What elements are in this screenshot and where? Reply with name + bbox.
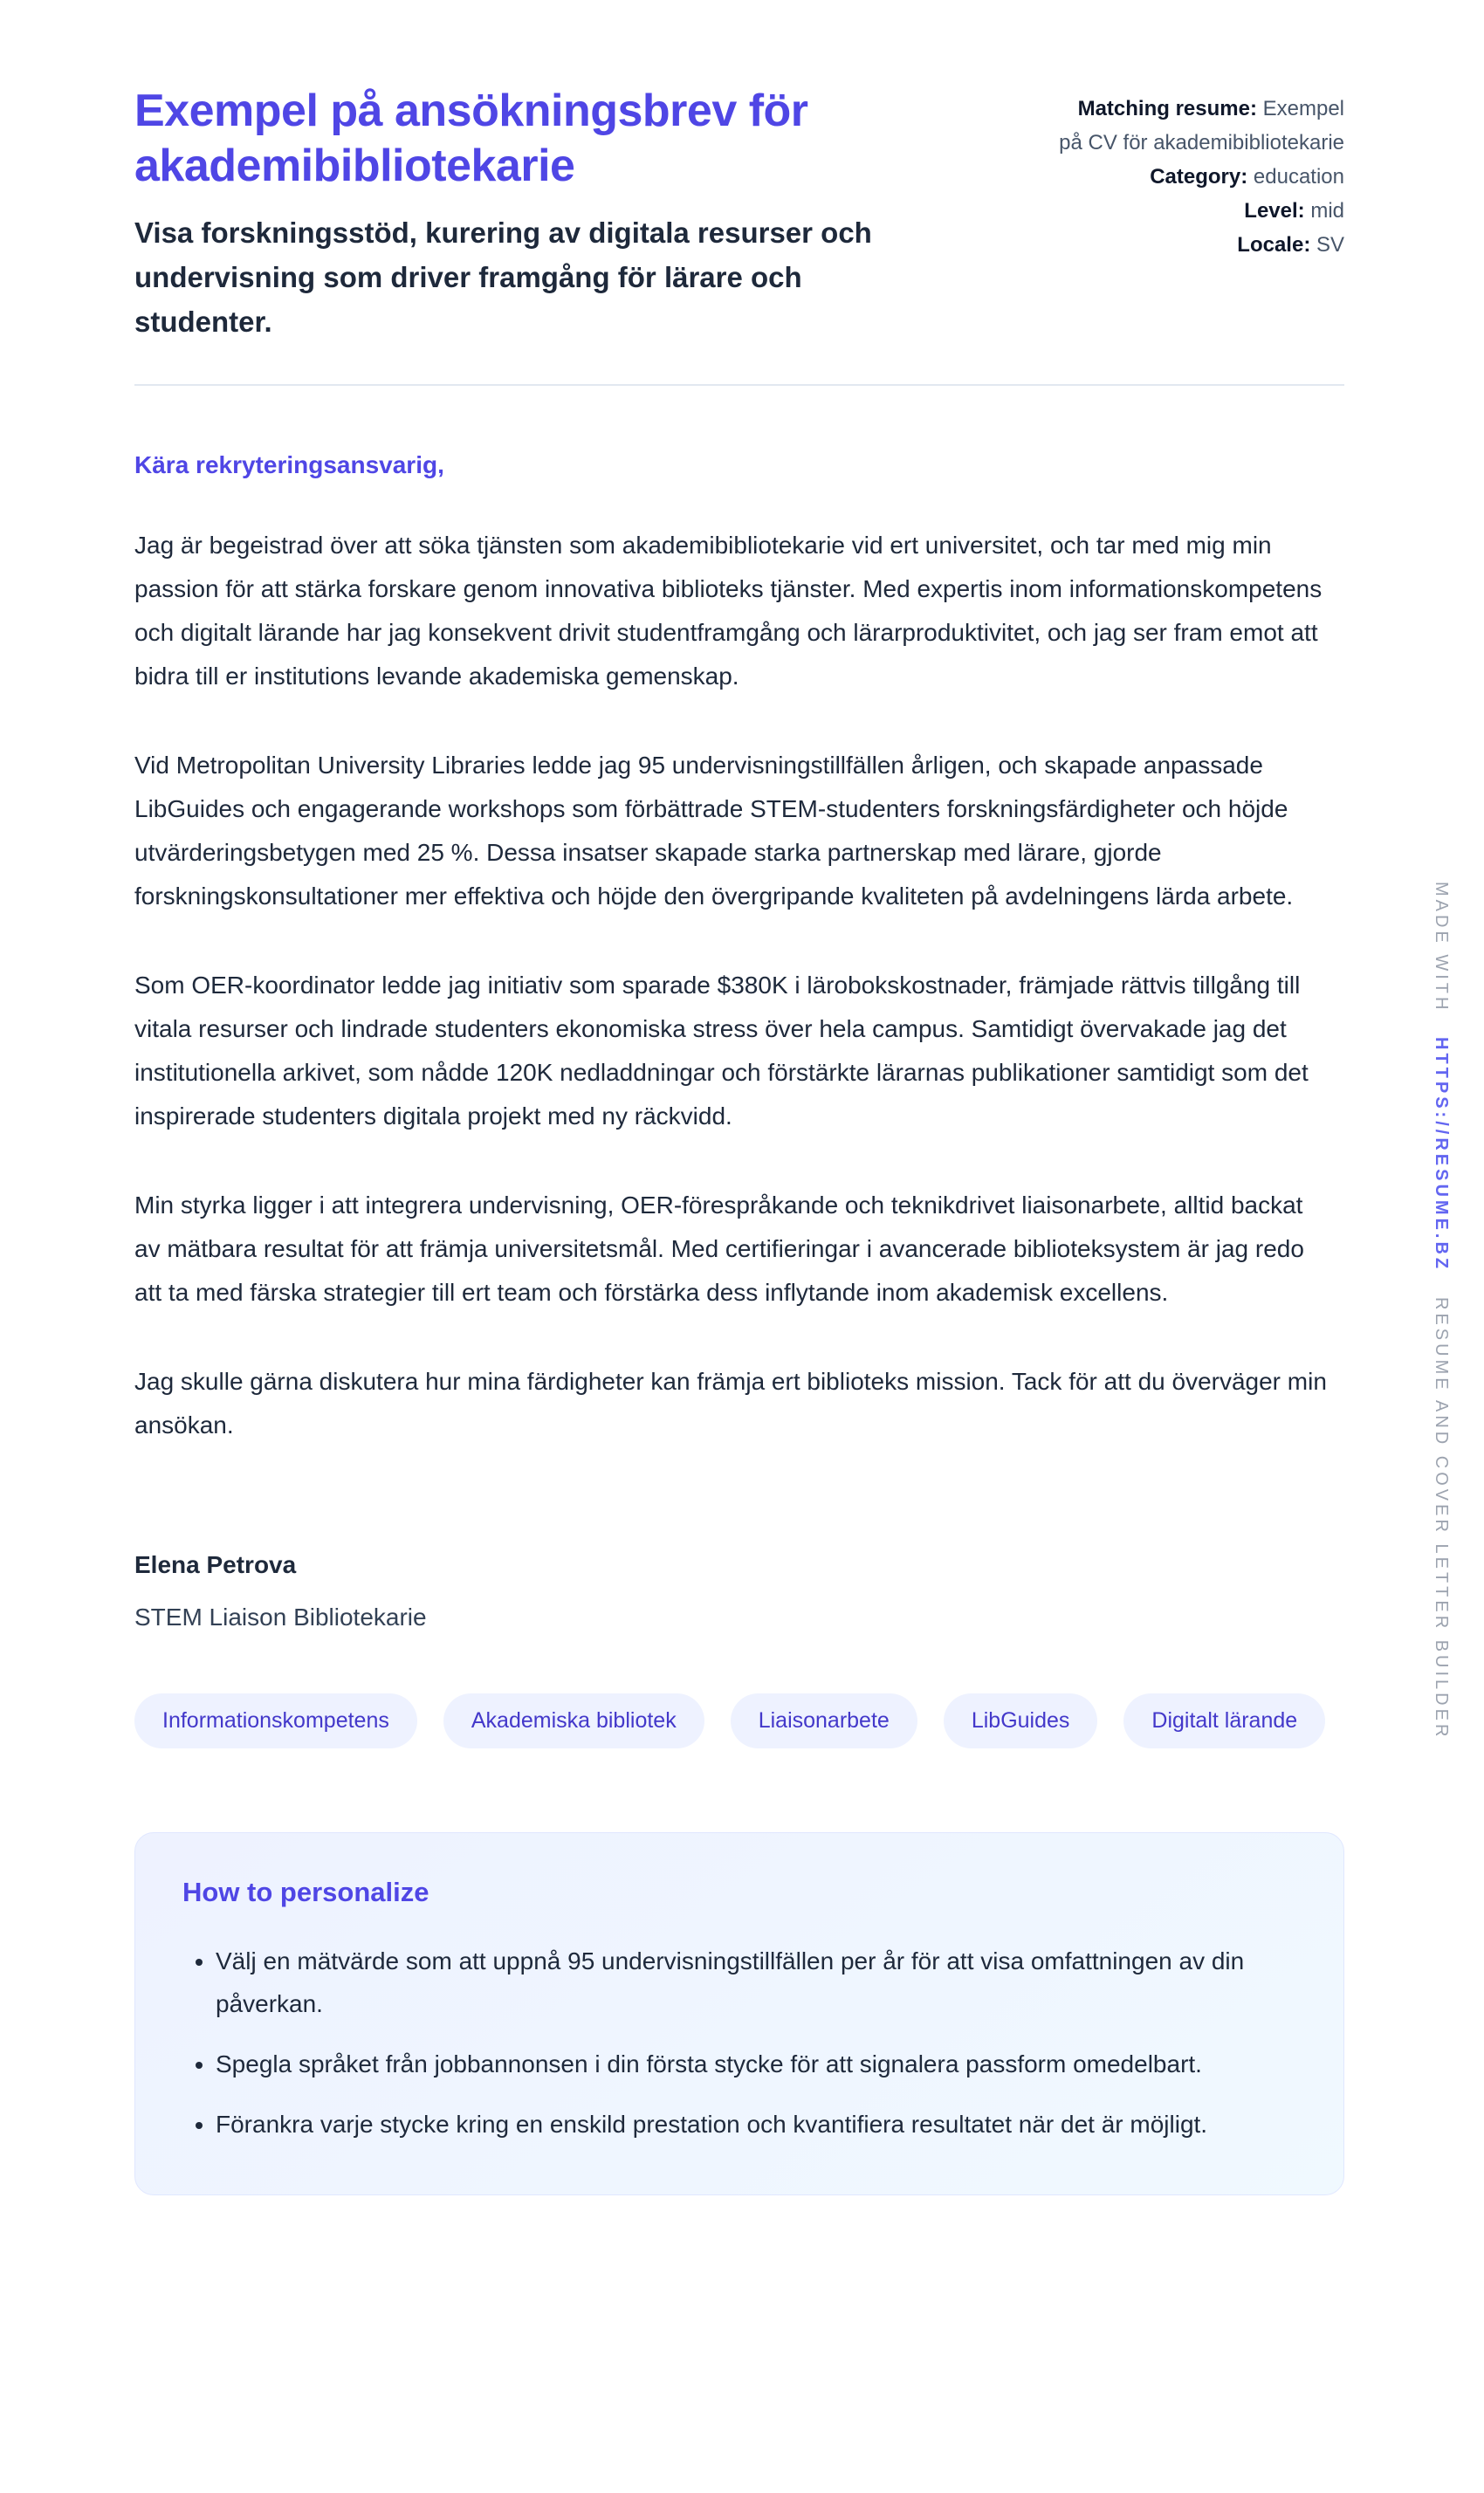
personalize-tip-list <box>182 1940 1296 2146</box>
meta-panel <box>1056 84 1344 344</box>
letter-greeting: Kära rekryteringsansvarig, <box>134 451 444 479</box>
page-subtitle: Visa forskningsstöd, kurering av digitala resurser och undervisning som driver framgång för lärare och studenter. <box>134 216 872 339</box>
meta-category-label: Category: <box>1150 164 1254 189</box>
letter-paragraph: Min styrka ligger i att integrera undervisning, OER-förespråkande och teknikdrivet liaisonarbete, alltid backat av mätbara resultat för att främja universitetsmål. Med certifieringar i avancerade biblioteksystem är jag redo att ta med färska strategier till ert team och förstärka dess inflytande inom akademisk excellens. <box>134 1192 1304 1307</box>
signature-name: Elena Petrova <box>134 1551 297 1579</box>
header-divider <box>134 384 1344 386</box>
header <box>134 84 1344 344</box>
meta-category-value: education <box>1253 164 1344 189</box>
page-title: Exempel på ansökningsbrev för akademibibliotekarie <box>134 86 808 192</box>
personalize-tip: • Välj en mätvärde som att uppnå 95 undervisningstillfällen per år för att visa omfattningen av din påverkan. <box>216 1940 1289 2025</box>
meta-level-label: Level: <box>1244 198 1311 223</box>
meta-matching-resume-value: Exempel på CV för akademibibliotekarie <box>1059 97 1344 155</box>
signature-title: STEM Liaison Bibliotekarie <box>134 1604 427 1631</box>
tag-akademiska-bibliotek[interactable]: Akademiska bibliotek <box>443 1693 704 1748</box>
header-title-block <box>134 84 938 344</box>
watermark-resume-bz-link[interactable]: HTTPS://RESUME.BZ <box>1432 1037 1451 1273</box>
personalize-panel <box>134 1832 1344 2195</box>
meta-locale-label: Locale: <box>1237 232 1316 257</box>
personalize-title: How to personalize <box>182 1877 429 1908</box>
meta-locale-value: SV <box>1316 232 1344 257</box>
cover-letter-body <box>134 443 1344 1639</box>
personalize-tip: • Spegla språket från jobbannonsen i din första stycke för att signalera passform omedelbart. <box>216 2043 1289 2085</box>
letter-paragraph: Vid Metropolitan University Libraries ledde jag 95 undervisningstillfällen årligen, och skapade anpassade LibGuides och engagerande workshops som förbättrade STEM-studenters forskningsfärdigheter och höjde utvärderingsbetygen med 25 %. Dessa insatser skapade starka partnerskap med lärare, gjorde forskningskonsultationer mer effektiva och höjde den övergripande kvaliteten på avdelningens lärda arbete. <box>134 752 1294 910</box>
meta-matching-resume-label: Matching resume: <box>1077 97 1263 120</box>
tag-informationskompetens[interactable]: Informationskompetens <box>134 1693 417 1748</box>
letter-paragraph: Som OER-koordinator ledde jag initiativ som sparade $380K i lärobokskostnader, främjade rättvis tillgång till vitala resurser och lindrade studenters ekonomiska stress över hela campus. Samtidigt övervakade jag det institutionella arkivet, som nådde 120K nedladdningar och förstärkte lärarnas publikationer samtidigt som det inspirerade studenters digitala projekt med ny räckvidd. <box>134 972 1309 1130</box>
letter-paragraph: Jag skulle gärna diskutera hur mina färdigheter kan främja ert biblioteks mission. Tack för att du överväger min ansökan. <box>134 1368 1327 1439</box>
tag-list <box>134 1693 1344 1748</box>
meta-category <box>1056 161 1344 195</box>
meta-locale <box>1056 229 1344 263</box>
meta-matching-resume <box>1056 93 1344 161</box>
letter-paragraph: Jag är begeistrad över att söka tjänsten som akademibibliotekarie vid ert universitet, och tar med mig min passion för att stärka forskare genom innovativa biblioteks tjänster. Med expertis inom informationskompetens och digitalt lärande har jag konsekvent drivit studentframgång och lärarproduktivitet, och jag ser fram emot att bidra till er institutions levande akademiska gemenskap. <box>134 532 1323 690</box>
watermark <box>1431 882 1451 1740</box>
personalize-tip: • Förankra varje stycke kring en enskild prestation och kvantifiera resultatet när det är möjligt. <box>216 2103 1289 2146</box>
tag-libguides[interactable]: LibGuides <box>944 1693 1098 1748</box>
tag-digitalt-larande[interactable]: Digitalt lärande <box>1123 1693 1325 1748</box>
tag-liaisonarbete[interactable]: Liaisonarbete <box>731 1693 917 1748</box>
watermark-builder-text: RESUME AND COVER LETTER BUILDER <box>1432 1296 1451 1740</box>
watermark-made-with: MADE WITH <box>1432 882 1451 1013</box>
meta-level-value: mid <box>1310 198 1344 223</box>
meta-level <box>1056 195 1344 229</box>
